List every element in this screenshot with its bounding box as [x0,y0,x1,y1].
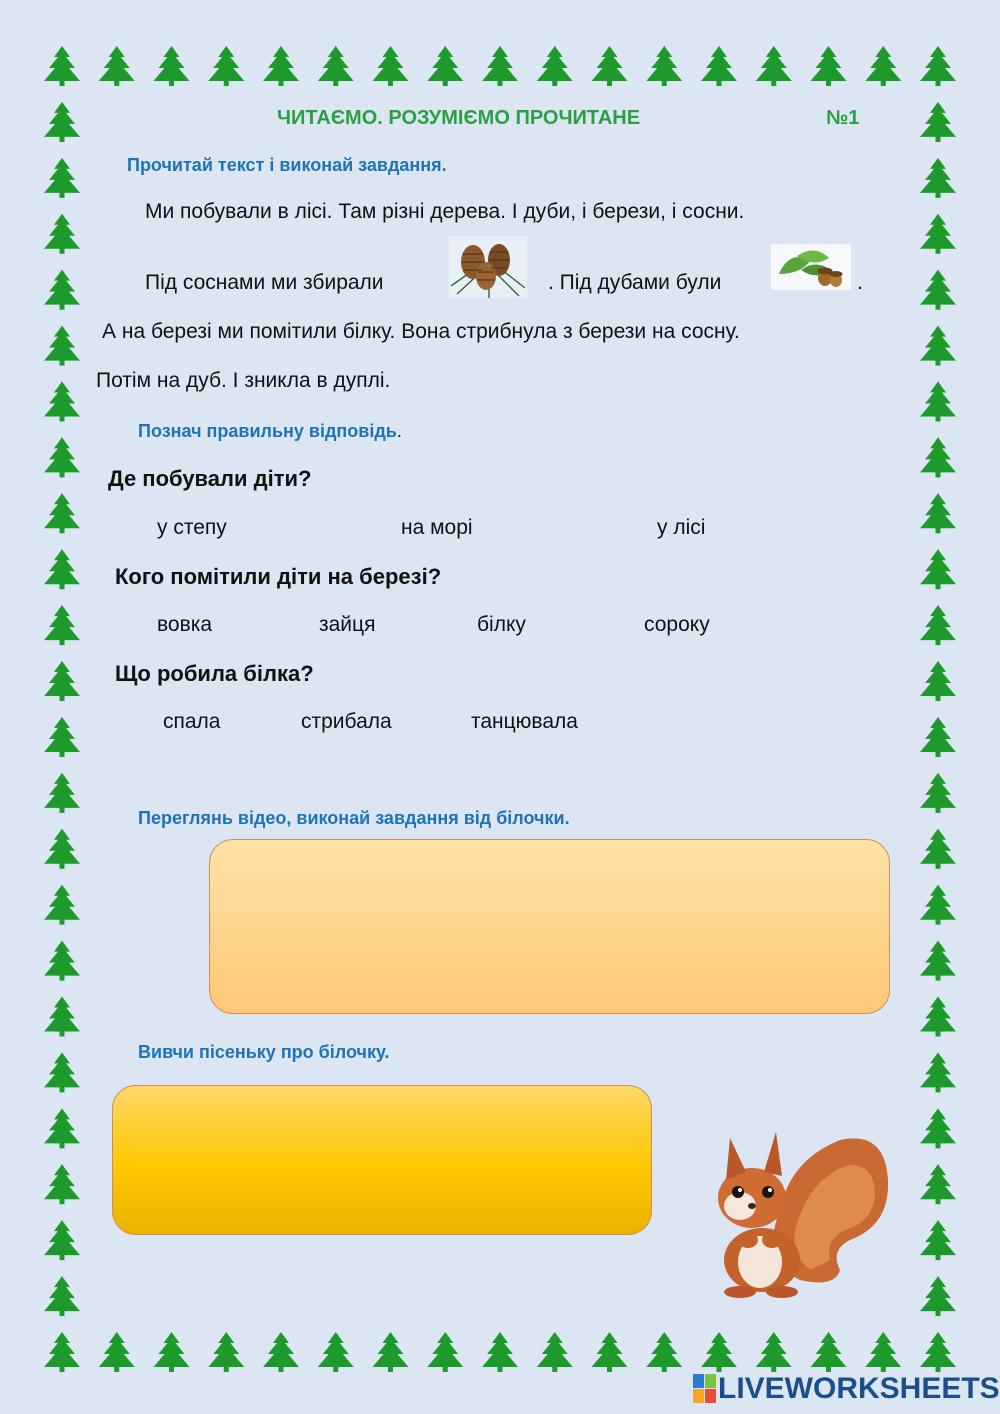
text-line-2a: Під соснами ми збирали [145,271,384,294]
instruction-video: Переглянь відео, виконай завдання від білочки. [138,808,570,828]
fir-tree-icon [920,661,956,701]
fir-tree-icon [318,46,354,86]
video-answer-box[interactable] [209,839,890,1014]
fir-tree-icon [44,437,80,477]
fir-tree-icon [920,326,956,366]
text-line-2b: . Під дубами були [548,271,722,294]
text-line-2c: . [857,271,863,294]
fir-tree-icon [263,46,299,86]
answer-option[interactable]: танцювала [471,710,578,733]
fir-tree-icon [811,1332,847,1372]
fir-tree-icon [920,1332,956,1372]
fir-tree-icon [44,885,80,925]
fir-tree-icon [756,1332,792,1372]
fir-tree-icon [208,1332,244,1372]
fir-tree-icon [44,605,80,645]
fir-tree-icon [592,46,628,86]
fir-tree-icon [482,46,518,86]
instruction-mark-answer: Познач правильну відповідь. [138,421,402,441]
brand-name: LIVEWORKSHEETS [718,1372,1000,1405]
fir-tree-icon [920,1220,956,1260]
acorns-icon [771,244,851,290]
fir-tree-icon [701,46,737,86]
fir-tree-icon [811,46,847,86]
answer-option[interactable]: білку [477,613,526,636]
fir-tree-icon [920,717,956,757]
fir-tree-icon [920,773,956,813]
fir-tree-icon [920,549,956,589]
fir-tree-icon [865,1332,901,1372]
question-2: Кого помітили діти на березі? [115,564,442,589]
fir-tree-icon [44,493,80,533]
question-1: Де побували діти? [108,466,312,491]
answer-option[interactable]: у лісі [657,516,706,539]
pine-cones-icon [449,236,527,298]
fir-tree-icon [44,158,80,198]
fir-tree-icon [920,437,956,477]
fir-tree-icon [537,1332,573,1372]
fir-tree-icon [44,270,80,310]
fir-tree-icon [263,1332,299,1372]
page-title: ЧИТАЄМО. РОЗУМІЄМО ПРОЧИТАНЕ [277,107,641,129]
fir-tree-icon [99,46,135,86]
fir-tree-icon [920,381,956,421]
text-line-3: А на березі ми помітили білку. Вона стрибнула з берези на сосну. [102,320,740,343]
fir-tree-icon [920,885,956,925]
fir-tree-icon [920,1052,956,1092]
fir-tree-icon [920,1164,956,1204]
question-3: Що робила білка? [115,661,314,686]
liveworksheets-logo-icon [693,1374,717,1404]
fir-tree-icon [646,46,682,86]
fir-tree-icon [920,46,956,86]
fir-tree-icon [373,46,409,86]
fir-tree-icon [44,1220,80,1260]
squirrel-illustration [690,1110,890,1300]
fir-tree-icon [756,46,792,86]
fir-tree-icon [44,1164,80,1204]
fir-tree-icon [537,46,573,86]
fir-tree-icon [920,158,956,198]
fir-tree-icon [920,102,956,142]
fir-tree-icon [427,46,463,86]
fir-tree-icon [920,997,956,1037]
fir-tree-icon [920,1276,956,1316]
fir-tree-icon [44,549,80,589]
fir-tree-icon [44,1052,80,1092]
fir-tree-icon [44,1108,80,1148]
answer-option[interactable]: зайця [319,613,376,636]
fir-tree-icon [44,1332,80,1372]
fir-tree-icon [44,829,80,869]
worksheet-number: №1 [826,107,860,129]
fir-tree-icon [44,717,80,757]
instruction-read: Прочитай текст і виконай завдання. [127,155,447,175]
fir-tree-icon [865,46,901,86]
fir-tree-icon [427,1332,463,1372]
answer-option[interactable]: спала [163,710,221,733]
fir-tree-icon [44,773,80,813]
fir-tree-icon [701,1332,737,1372]
answer-option[interactable]: сороку [644,613,710,636]
fir-tree-icon [44,381,80,421]
fir-tree-icon [44,1276,80,1316]
fir-tree-icon [920,1108,956,1148]
fir-tree-icon [44,997,80,1037]
fir-tree-icon [44,214,80,254]
fir-tree-icon [44,326,80,366]
fir-tree-icon [646,1332,682,1372]
fir-tree-icon [920,605,956,645]
text-line-1: Ми побували в лісі. Там різні дерева. І дуби, і берези, і сосни. [145,200,745,223]
answer-option[interactable]: стрибала [301,710,392,733]
answer-option[interactable]: вовка [157,613,213,636]
fir-tree-icon [99,1332,135,1372]
fir-tree-icon [920,941,956,981]
fir-tree-icon [44,661,80,701]
fir-tree-icon [154,1332,190,1372]
song-answer-box[interactable] [112,1085,652,1235]
fir-tree-icon [318,1332,354,1372]
fir-tree-icon [44,102,80,142]
fir-tree-icon [592,1332,628,1372]
fir-tree-icon [44,941,80,981]
fir-tree-icon [920,829,956,869]
instruction-song: Вивчи пісеньку про білочку. [138,1042,390,1062]
answer-option[interactable]: у степу [157,516,227,539]
fir-tree-icon [373,1332,409,1372]
fir-tree-icon [920,270,956,310]
fir-tree-icon [154,46,190,86]
fir-tree-icon [920,493,956,533]
fir-tree-icon [920,214,956,254]
fir-tree-icon [482,1332,518,1372]
fir-tree-icon [208,46,244,86]
fir-tree-icon [44,46,80,86]
text-line-4: Потім на дуб. І зникла в дуплі. [96,369,391,392]
answer-option[interactable]: на морі [401,516,473,539]
